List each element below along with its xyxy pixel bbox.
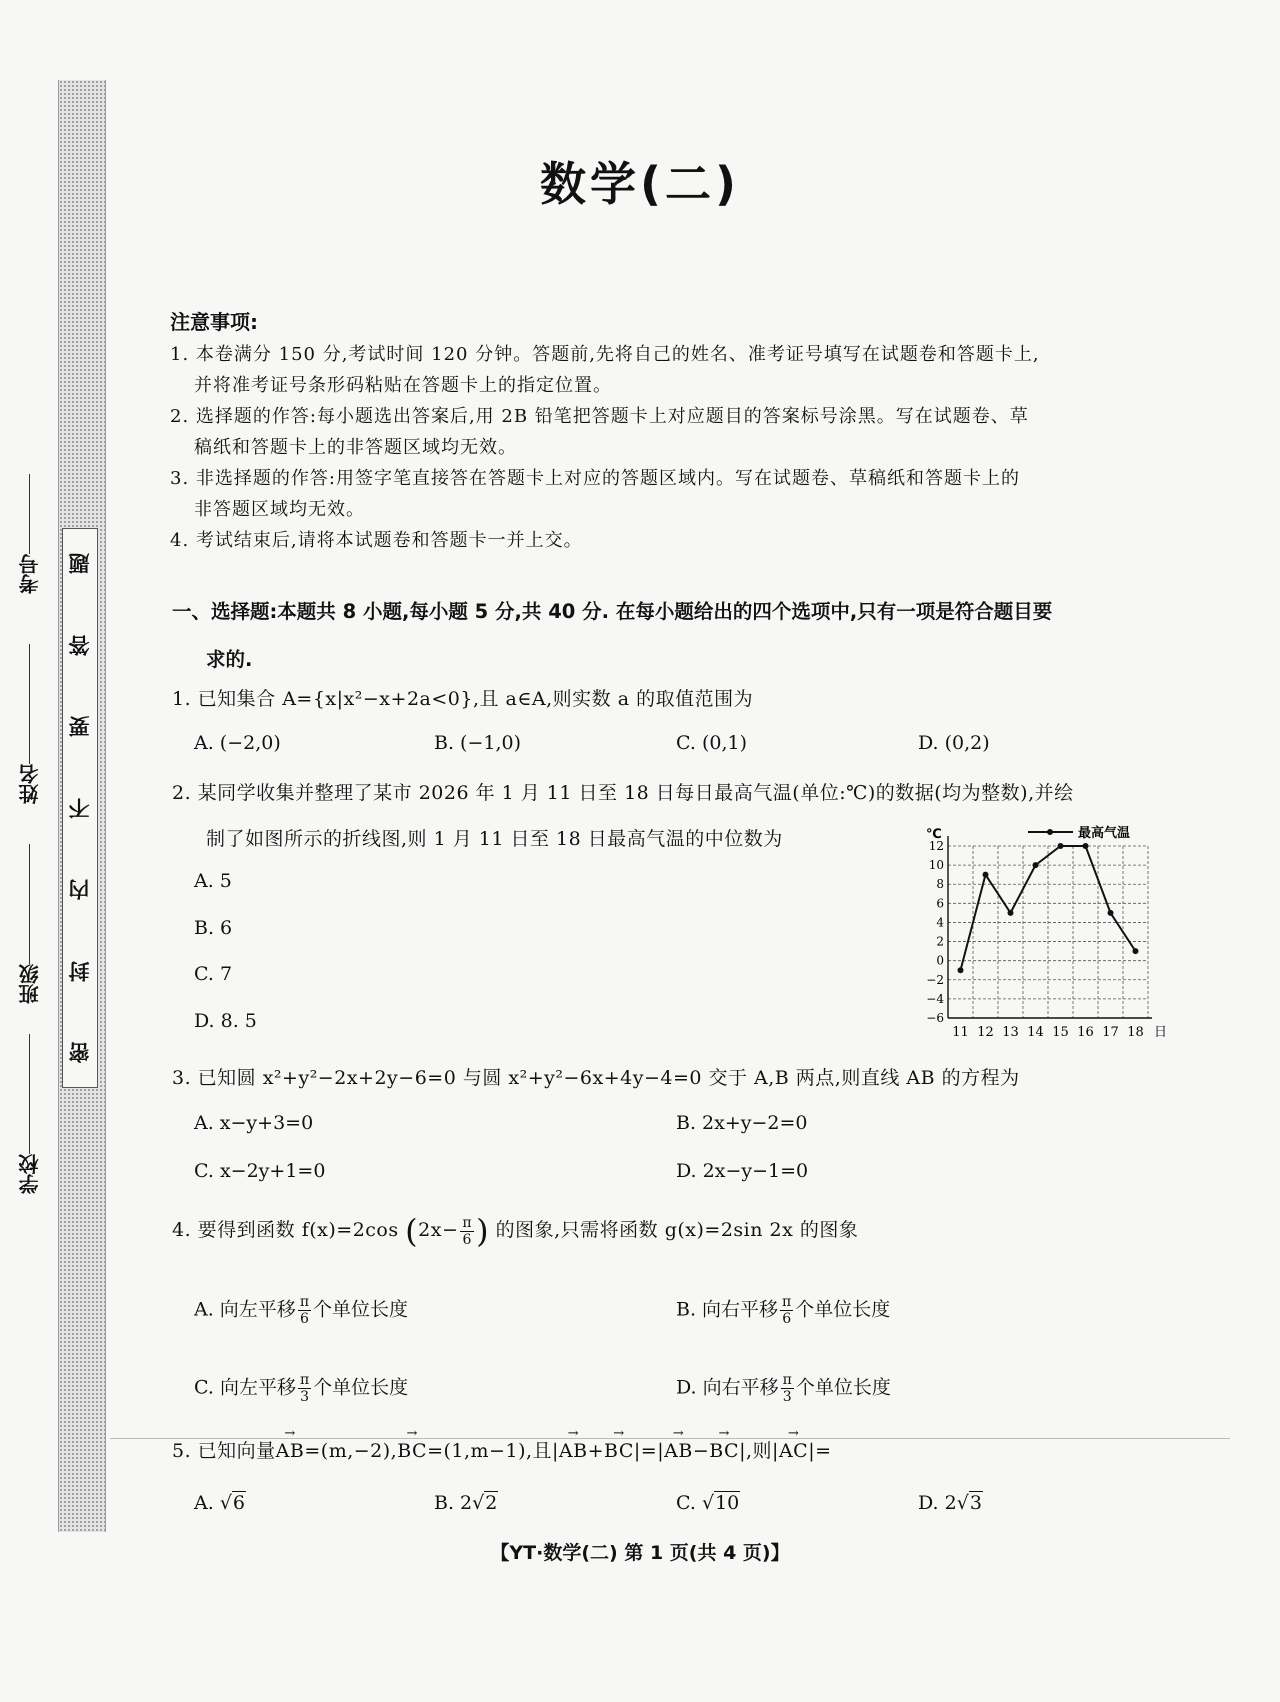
section-line: 求的.: [206, 648, 253, 671]
frac-num: π: [782, 1294, 792, 1310]
data-point: [1083, 843, 1089, 849]
fraction: [781, 1372, 794, 1405]
q2-option-b[interactable]: B. 6: [194, 917, 233, 939]
sqrt-icon: √: [956, 1492, 969, 1514]
sqrt-icon: √: [472, 1492, 485, 1514]
frac-den: 6: [299, 1311, 309, 1327]
name-field[interactable]: [16, 640, 42, 804]
y-tick-label: 8: [936, 877, 944, 892]
q4-option-tail: 个单位长度: [313, 1298, 409, 1321]
q5-option-label: A.: [194, 1492, 220, 1514]
class-field[interactable]: [16, 840, 42, 1004]
page-footer: 【YT·数学(二) 第 1 页(共 4 页)】: [490, 1542, 790, 1564]
q4-option-a[interactable]: [194, 1294, 408, 1327]
notice-item: [170, 401, 1170, 463]
x-tick-label: 13: [1002, 1025, 1019, 1040]
question-5-stem: [172, 1436, 832, 1463]
notice-line: 3. 非选择题的作答:用签字笔直接答在答题卡上对应的答题区域内。写在试题卷、草稿纸和答题卡上的: [170, 468, 1020, 489]
fraction: [780, 1294, 793, 1327]
q2-option-d[interactable]: D. 8. 5: [194, 1010, 257, 1032]
exam-number-field[interactable]: [16, 470, 42, 594]
radicand: 10: [715, 1492, 740, 1514]
y-tick-label: 10: [928, 858, 944, 873]
q5-text: |=: [808, 1440, 832, 1462]
q3-option-d[interactable]: D. 2x−y−1=0: [676, 1160, 809, 1182]
seal-char: 答: [68, 634, 92, 656]
x-axis-suffix: 日: [1154, 1025, 1168, 1040]
q3-option-a[interactable]: A. x−y+3=0: [194, 1112, 314, 1134]
q4-option-d[interactable]: [676, 1372, 891, 1405]
q5-text: 5. 已知向量: [172, 1440, 276, 1462]
big-paren: ): [476, 1212, 490, 1250]
name-label: 姓名: [17, 764, 42, 804]
vector-ab: → AB: [559, 1440, 588, 1462]
q5-text: +: [587, 1440, 605, 1462]
q5-option-d[interactable]: [918, 1492, 983, 1514]
seal-line-notice: [62, 528, 98, 1088]
data-point: [983, 872, 989, 878]
data-point: [1008, 910, 1014, 916]
y-tick-label: 6: [936, 896, 944, 911]
frac-den: 3: [300, 1389, 310, 1405]
q1-option-d[interactable]: D. (0,2): [918, 732, 990, 754]
seal-char: 题: [68, 553, 92, 574]
section-line: 一、选择题:本题共 8 小题,每小题 5 分,共 40 分. 在每小题给出的四个选项中,只有一项是符合题目要: [172, 600, 1053, 623]
seal-char: 要: [68, 716, 92, 737]
question-3-stem: 3. 已知圆 x²+y²−2x+2y−6=0 与圆 x²+y²−6x+4y−4=0 交于 A,B 两点,则直线 AB 的方程为: [172, 1067, 1020, 1089]
question-2-stem-cont: 制了如图所示的折线图,则 1 月 11 日至 18 日最高气温的中位数为: [206, 828, 783, 850]
notice-line: 4. 考试结束后,请将本试题卷和答题卡一并上交。: [170, 530, 583, 551]
notice-item: [170, 525, 1170, 556]
x-tick-label: 15: [1052, 1025, 1069, 1040]
q4-option-tail: 个单位长度: [795, 1376, 891, 1399]
q5-option-label: B. 2: [434, 1492, 473, 1514]
x-tick-label: 14: [1027, 1025, 1044, 1040]
q4-option-label: A. 向左平移: [194, 1298, 296, 1321]
fraction: [460, 1215, 474, 1248]
q4-option-label: D. 向右平移: [676, 1376, 779, 1399]
temperature-line-chart: [898, 818, 1168, 1040]
q5-option-a[interactable]: [194, 1492, 246, 1514]
vector-ab: → AB: [276, 1440, 305, 1462]
q4-option-tail: 个单位长度: [795, 1298, 891, 1321]
q5-text: =(m,−2),: [304, 1440, 398, 1462]
vector-bc: → BC: [709, 1440, 739, 1462]
x-tick-label: 17: [1102, 1025, 1119, 1040]
school-field[interactable]: [16, 1030, 42, 1194]
y-tick-label: 2: [936, 934, 944, 949]
notice-item: [170, 339, 1170, 401]
fraction: [298, 1372, 311, 1405]
y-tick-label: −4: [926, 991, 944, 1006]
y-tick-label: −2: [926, 972, 944, 987]
frac-num: π: [462, 1214, 473, 1231]
x-tick-label: 16: [1077, 1025, 1094, 1040]
page-title: 数学(二): [539, 157, 741, 211]
notice-item: [170, 463, 1170, 525]
vector-ac: → AC: [779, 1440, 808, 1462]
seal-char: 封: [68, 960, 92, 982]
q4-inner: 2x−: [418, 1219, 459, 1241]
question-1-stem: 1. 已知集合 A={x|x²−x+2a<0},且 a∈A,则实数 a 的取值范围为: [172, 688, 754, 710]
seal-char: 不: [68, 797, 92, 819]
question-4-stem: [172, 1212, 858, 1250]
sqrt-icon: √: [219, 1492, 232, 1514]
q2-option-a[interactable]: A. 5: [194, 870, 232, 892]
q5-option-c[interactable]: [676, 1492, 740, 1514]
legend-label: 最高气温: [1078, 826, 1131, 841]
q5-text: =(1,m−1),且|: [427, 1440, 559, 1462]
q5-option-label: D. 2: [918, 1492, 957, 1514]
q2-option-c[interactable]: C. 7: [194, 963, 233, 985]
write-line: [29, 1034, 30, 1154]
x-tick-label: 11: [952, 1025, 969, 1040]
q4-option-label: B. 向右平移: [676, 1298, 779, 1321]
write-line: [29, 474, 30, 554]
frac-den: 6: [782, 1311, 792, 1327]
notice-line: 稿纸和答题卡上的非答题区域均无效。: [194, 437, 517, 458]
frac-num: π: [782, 1372, 792, 1388]
y-tick-label: 0: [936, 953, 944, 968]
q3-option-c[interactable]: C. x−2y+1=0: [194, 1160, 326, 1182]
frac-num: π: [299, 1372, 310, 1388]
vector-bc: → BC: [397, 1440, 427, 1462]
q5-text: −: [692, 1440, 710, 1462]
q5-text: |,则|: [739, 1440, 779, 1462]
radicand: 2: [485, 1492, 498, 1514]
notice-block: [170, 306, 1170, 556]
q4-option-b[interactable]: [676, 1294, 890, 1327]
frac-den: 6: [462, 1231, 472, 1248]
data-point: [1033, 862, 1039, 868]
q3-option-b[interactable]: B. 2x+y−2=0: [676, 1112, 808, 1134]
q1-option-b[interactable]: B. (−1,0): [434, 732, 522, 754]
q1-option-a[interactable]: A. (−2,0): [194, 732, 281, 754]
school-label: 学校: [17, 1154, 42, 1194]
q4-stem-end: 的图象,只需将函数 g(x)=2sin 2x 的图象: [495, 1219, 859, 1241]
big-paren: (: [405, 1212, 419, 1250]
seal-char: 内: [68, 879, 92, 900]
notice-line: 2. 选择题的作答:每小题选出答案后,用 2B 铅笔把答题卡上对应题目的答案标号涂黑。写在试题卷、草: [170, 406, 1029, 427]
notice-line: 1. 本卷满分 150 分,考试时间 120 分钟。答题前,先将自己的姓名、准考证号填写在试题卷和答题卡上,: [170, 344, 1040, 365]
q5-option-b[interactable]: [434, 1492, 498, 1514]
frac-den: 3: [782, 1389, 792, 1405]
y-tick-label: 4: [936, 915, 944, 930]
data-point: [1108, 910, 1114, 916]
data-point: [1133, 948, 1139, 954]
unit-label: ℃: [926, 827, 942, 842]
question-2-stem: 2. 某同学收集并整理了某市 2026 年 1 月 11 日至 18 日每日最高气温(单位:℃)的数据(均为整数),并绘: [172, 782, 1074, 804]
x-tick-label: 18: [1127, 1025, 1144, 1040]
q5-text: |=|: [633, 1440, 665, 1462]
student-info-fields: [16, 470, 42, 1210]
x-tick-label: 12: [977, 1025, 994, 1040]
notice-line: 非答题区域均无效。: [194, 499, 365, 520]
radicand: 3: [969, 1492, 982, 1514]
notice-heading: 注意事项:: [170, 310, 258, 334]
legend-marker: [1047, 829, 1053, 835]
y-tick-label: 12: [928, 839, 944, 853]
frac-num: π: [299, 1294, 310, 1310]
q4-option-tail: 个单位长度: [313, 1376, 409, 1399]
q4-stem-start: 4. 要得到函数 f(x)=2cos: [172, 1219, 399, 1241]
data-point: [958, 967, 964, 973]
write-line: [29, 844, 30, 964]
exam-number-label: 考号: [17, 554, 42, 594]
notice-line: 并将准考证号条形码粘贴在答题卡上的指定位置。: [194, 375, 612, 396]
write-line: [29, 644, 30, 764]
seal-char: 密: [68, 1042, 92, 1063]
radicand: 6: [232, 1492, 246, 1514]
fraction: [298, 1294, 311, 1327]
data-point: [1058, 843, 1064, 849]
q4-option-c[interactable]: [194, 1372, 408, 1405]
y-tick-label: −6: [926, 1011, 944, 1025]
q4-option-label: C. 向左平移: [194, 1376, 296, 1399]
sqrt-icon: √: [701, 1492, 715, 1514]
q1-option-c[interactable]: C. (0,1): [676, 732, 747, 754]
section-heading: [172, 588, 1172, 684]
vector-ab: → AB: [664, 1440, 693, 1462]
class-label: 班级: [17, 964, 42, 1004]
q5-option-label: C.: [676, 1492, 702, 1514]
vector-bc: → BC: [604, 1440, 634, 1462]
